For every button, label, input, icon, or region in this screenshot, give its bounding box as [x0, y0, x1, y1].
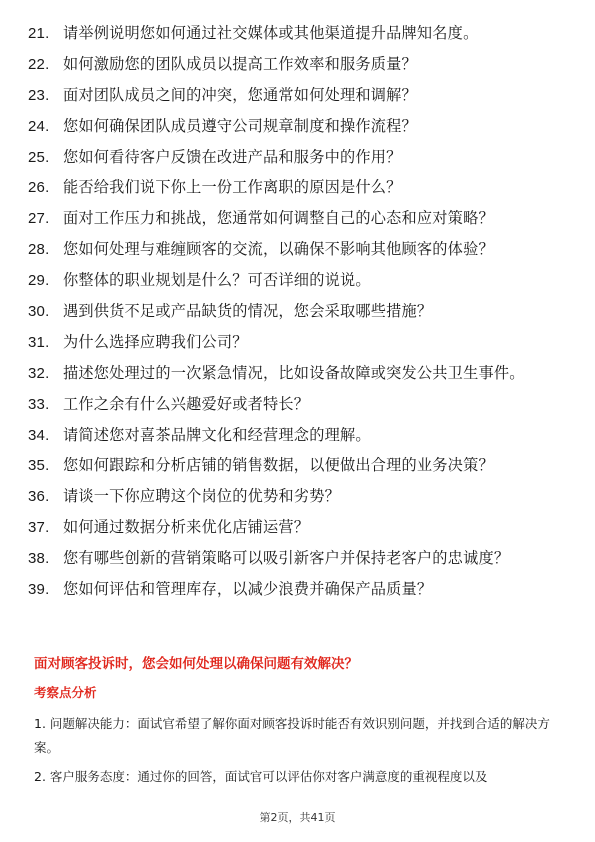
question-text: 请谈一下你应聘这个岗位的优势和劣势？: [63, 487, 340, 506]
question-number: 39.: [28, 581, 50, 599]
question-item: [0, 22, 595, 45]
question-number: 25.: [28, 148, 50, 166]
question-text: 您如何跟踪和分析店铺的销售数据，以便做出合理的业务决策？: [63, 456, 494, 475]
question-item: [0, 115, 595, 138]
question-text: 您如何看待客户反馈在改进产品和服务中的作用？: [63, 147, 402, 166]
question-text: 您如何处理与难缠顾客的交流，以确保不影响其他顾客的体验？: [63, 240, 494, 259]
question-number: 23.: [28, 86, 50, 104]
question-item: [0, 393, 595, 416]
analysis-point: 1. 问题解决能力：面试官希望了解你面对顾客投诉时能否有效识别问题，并找到合适的解决方案。: [34, 716, 550, 755]
question-text: 面对工作压力和挑战，您通常如何调整自己的心态和应对策略？: [63, 209, 494, 228]
question-item: [0, 578, 595, 601]
question-number: 32.: [28, 364, 50, 382]
question-item: [0, 485, 595, 508]
question-number: 33.: [28, 395, 50, 413]
question-text: 请举例说明您如何通过社交媒体或其他渠道提升品牌知名度。: [63, 24, 479, 42]
question-number: 31.: [28, 333, 50, 351]
analysis-point: 2. 客户服务态度：通过你的回答，面试官可以评估你对客户满意度的重视程度以及: [34, 769, 488, 784]
question-item: [0, 300, 595, 323]
question-item: [0, 331, 595, 354]
section-heading: 面对顾客投诉时，您会如何处理以确保问题有效解决？: [34, 656, 358, 672]
question-text: 遇到供货不足或产品缺货的情况，您会采取哪些措施？: [63, 302, 433, 321]
question-text: 如何通过数据分析来优化店铺运营？: [63, 518, 310, 537]
question-item: [0, 516, 595, 539]
question-number: 38.: [28, 550, 50, 568]
question-item: [0, 176, 595, 199]
question-text: 你整体的职业规划是什么？可否详细的说说。: [63, 271, 371, 290]
question-text: 请简述您对喜茶品牌文化和经营理念的理解。: [63, 425, 371, 444]
question-text: 能否给我们说下你上一份工作离职的原因是什么？: [63, 178, 402, 197]
question-text: 您如何确保团队成员遵守公司规章制度和操作流程？: [63, 116, 417, 135]
question-item: [0, 547, 595, 570]
analysis-subheading: 考察点分析: [34, 685, 97, 700]
question-item: [0, 362, 595, 385]
question-number: 29.: [28, 272, 50, 290]
question-number: 27.: [28, 210, 50, 228]
question-item: [0, 207, 595, 230]
question-text: 描述您处理过的一次紧急情况，比如设备故障或突发公共卫生事件。: [63, 363, 525, 382]
question-item: [0, 269, 595, 292]
question-number: 37.: [28, 519, 50, 537]
question-text: 如何激励您的团队成员以提高工作效率和服务质量？: [63, 54, 417, 73]
question-number: 35.: [28, 457, 50, 475]
question-number: 28.: [28, 241, 50, 259]
question-text: 为什么选择应聘我们公司？: [63, 332, 248, 351]
question-item: [0, 84, 595, 107]
question-number: 36.: [28, 488, 50, 506]
page-footer: 第2页，共41页: [259, 811, 336, 824]
question-item: [0, 146, 595, 169]
question-number: 26.: [28, 179, 50, 197]
question-text: 您有哪些创新的营销策略可以吸引新客户并保持老客户的忠诚度？: [63, 549, 510, 568]
question-number: 30.: [28, 303, 50, 321]
question-text: 面对团队成员之间的冲突，您通常如何处理和调解？: [63, 85, 417, 104]
question-number: 21.: [28, 25, 50, 42]
question-text: 您如何评估和管理库存，以减少浪费并确保产品质量？: [63, 580, 433, 599]
question-text: 工作之余有什么兴趣爱好或者特长？: [63, 394, 310, 413]
question-number: 24.: [28, 117, 50, 135]
question-number: 34.: [28, 426, 50, 444]
question-item: [0, 424, 595, 447]
question-item: [0, 53, 595, 76]
analysis-list: [34, 712, 564, 794]
question-item: [0, 454, 595, 477]
question-item: [0, 238, 595, 261]
question-list: [0, 22, 595, 609]
question-number: 22.: [28, 55, 50, 73]
